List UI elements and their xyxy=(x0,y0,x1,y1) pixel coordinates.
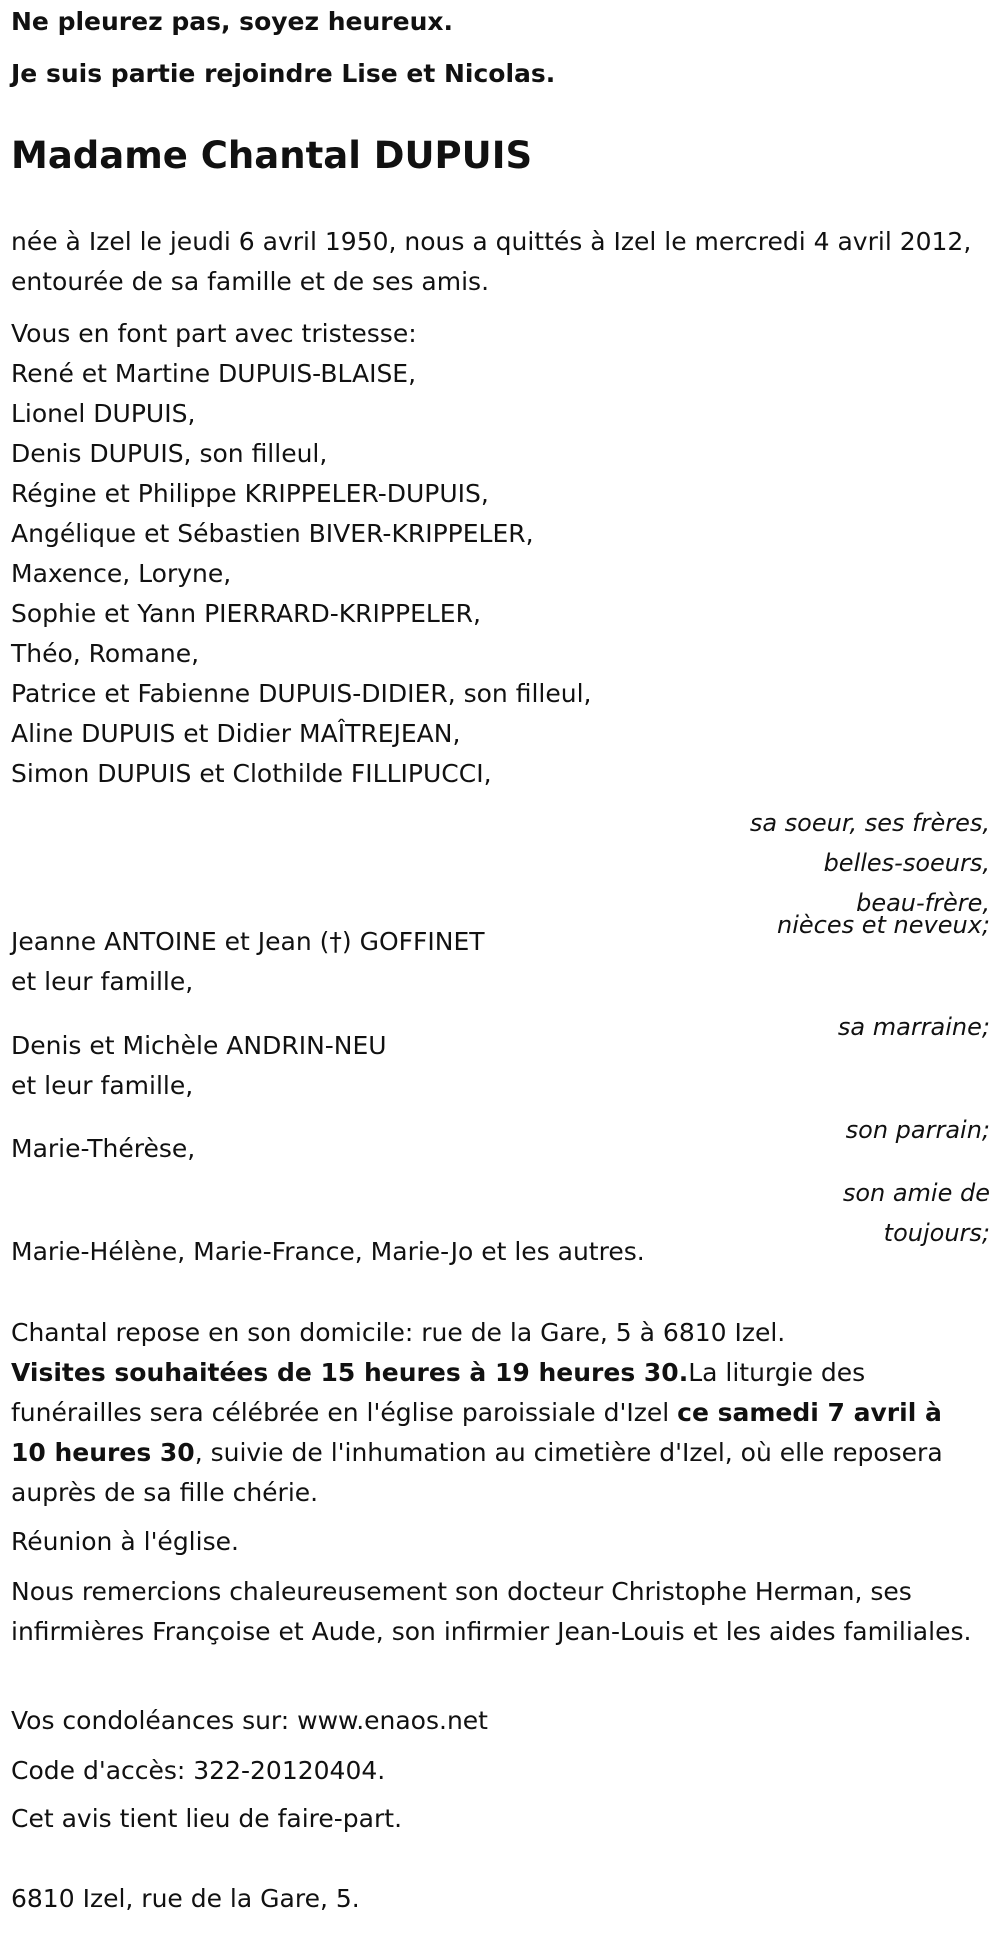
access-code-line: Code d'accès: 322-20120404. xyxy=(11,1756,386,1785)
family-member: Simon DUPUIS et Clothilde FILLIPUCCI, xyxy=(11,759,492,788)
epigraph-line-2: Je suis partie rejoindre Lise et Nicolas. xyxy=(11,59,556,88)
family-member: Théo, Romane, xyxy=(11,639,200,668)
family-member: Angélique et Sébastien BIVER-KRIPPELER, xyxy=(11,519,534,548)
godmother-relation: sa marraine; xyxy=(837,1013,990,1041)
family-member: Lionel DUPUIS, xyxy=(11,399,196,428)
rest-location: Chantal repose en son domicile: rue de la Gare, 5 à 6810 Izel. xyxy=(11,1318,786,1347)
family-member: Maxence, Loryne, xyxy=(11,559,232,588)
godmother-name: Jeanne ANTOINE et Jean (†) GOFFINET xyxy=(11,927,485,956)
notice-line: Cet avis tient lieu de faire-part. xyxy=(11,1804,403,1833)
condolences-line: Vos condoléances sur: www.enaos.net xyxy=(11,1706,488,1735)
funeral-date: ce samedi 7 avril à 10 heures 30 xyxy=(11,1398,942,1467)
godfather-family: et leur famille, xyxy=(11,1071,194,1100)
birth-death-paragraph: née à Izel le jeudi 6 avril 1950, nous a quittés à Izel le mercredi 4 avril 2012, entourée de sa famille et de ses amis. xyxy=(11,227,972,296)
family-member: Patrice et Fabienne DUPUIS-DIDIER, son filleul, xyxy=(11,679,592,708)
family-member: René et Martine DUPUIS-BLAISE, xyxy=(11,359,417,388)
deceased-name: Madame Chantal DUPUIS xyxy=(11,134,533,177)
friend-relation: son amie de xyxy=(842,1179,990,1207)
family-member: Sophie et Yann PIERRARD-KRIPPELER, xyxy=(11,599,481,628)
meeting-line: Réunion à l'église. xyxy=(11,1527,239,1556)
funeral-details: Visites souhaitées de 15 heures à 19 heures 30.La liturgie des funérailles sera célébrée en l'église paroissiale d'Izel ce samedi 7 avril à 10 heures 30, suivie de l'inhumation au cimetière d'Izel, où elle reposera auprès de sa fille chérie. xyxy=(11,1358,943,1507)
family-member: Aline DUPUIS et Didier MAÎTREJEAN, xyxy=(11,719,461,748)
address-line: 6810 Izel, rue de la Gare, 5. xyxy=(11,1884,360,1913)
others-line: Marie-Hélène, Marie-France, Marie-Jo et les autres. xyxy=(11,1237,645,1266)
godfather-name: Denis et Michèle ANDRIN-NEU xyxy=(11,1031,387,1060)
intro-line: Vous en font part avec tristesse: xyxy=(11,319,417,348)
thanks-paragraph: Nous remercions chaleureusement son docteur Christophe Herman, ses infirmières Françoise et Aude, son infirmier Jean-Louis et les aides familiales. xyxy=(11,1577,972,1646)
godmother-family: et leur famille, xyxy=(11,967,194,996)
family-member: Denis DUPUIS, son filleul, xyxy=(11,439,328,468)
relation-label: sa soeur, ses frères, xyxy=(749,809,990,837)
relation-label: nièces et neveux; xyxy=(777,911,990,939)
family-member: Régine et Philippe KRIPPELER-DUPUIS, xyxy=(11,479,489,508)
visit-hours: Visites souhaitées de 15 heures à 19 heures 30. xyxy=(11,1358,689,1387)
relation-label: beau-frère, xyxy=(856,889,990,917)
relation-label: belles-soeurs, xyxy=(823,849,990,877)
godfather-relation: son parrain; xyxy=(845,1116,990,1144)
epigraph-line-1: Ne pleurez pas, soyez heureux. xyxy=(11,7,454,36)
friend-relation: toujours; xyxy=(883,1219,990,1247)
friend-name: Marie-Thérèse, xyxy=(11,1134,196,1163)
